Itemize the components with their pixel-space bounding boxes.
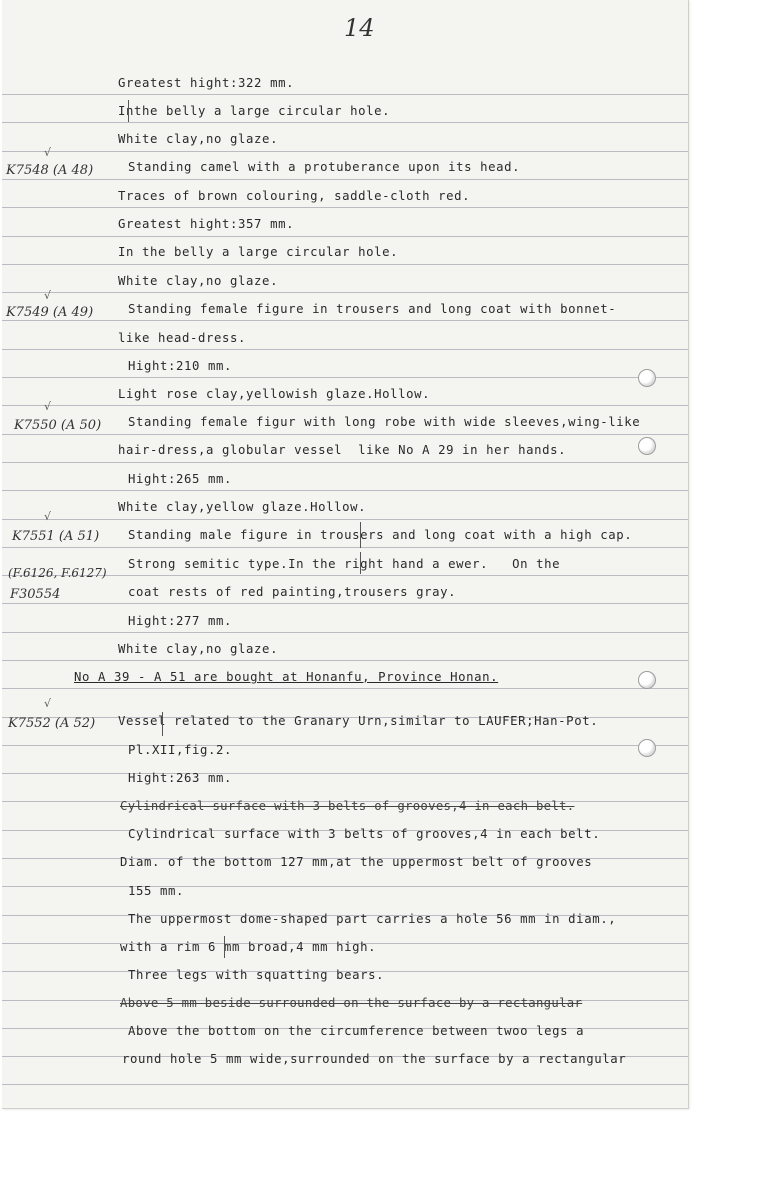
punch-hole: [638, 437, 656, 455]
pen-stroke: [360, 552, 361, 574]
checkmark: √: [44, 400, 52, 413]
text-line: Hight:277 mm.: [128, 614, 233, 628]
ruled-line: [2, 490, 688, 491]
ruled-line: [2, 773, 688, 774]
text-line: The uppermost dome-shaped part carries a hole 56 mm in diam.,: [128, 912, 617, 926]
ruled-line: [2, 603, 688, 604]
text-line: Vessel related to the Granary Urn,similar to LAUFER;Han-Pot.: [118, 714, 599, 728]
text-line: Standing male figure in trousers and long coat with a high cap.: [128, 528, 633, 542]
text-line: White clay,yellow glaze.Hollow.: [118, 500, 367, 514]
text-line: Hight:263 mm.: [128, 771, 233, 785]
ruled-line: [2, 886, 688, 887]
text-line: Three legs with squatting bears.: [128, 968, 385, 982]
text-line: Greatest hight:357 mm.: [118, 217, 295, 231]
ruled-line: [2, 94, 688, 95]
margin-catalogue-number: K7548 (A 48): [6, 163, 94, 178]
margin-catalogue-number: K7549 (A 49): [6, 305, 94, 320]
text-line: Standing camel with a protuberance upon its head.: [128, 160, 521, 174]
checkmark: √: [44, 146, 52, 159]
text-line: Inthe belly a large circular hole.: [118, 104, 391, 118]
ruled-line: [2, 377, 688, 378]
struck-line: Cylindrical surface with 3 belts of grooves,4 in each belt.: [120, 799, 575, 813]
text-line: Strong semitic type.In the right hand a ewer. On the: [128, 557, 561, 571]
ruled-line: [2, 462, 688, 463]
ruled-line: [2, 405, 688, 406]
margin-field-numbers: (F.6126, F.6127): [8, 566, 107, 580]
ruled-line: [2, 547, 688, 548]
ruled-line: [2, 745, 688, 746]
text-line: Diam. of the bottom 127 mm,at the uppermost belt of grooves: [120, 855, 593, 869]
page-number: 14: [344, 14, 375, 42]
text-line: Cylindrical surface with 3 belts of grooves,4 in each belt.: [128, 827, 601, 841]
ruled-line: [2, 320, 688, 321]
margin-field-number: F30554: [10, 587, 61, 602]
text-line: Traces of brown colouring, saddle-cloth red.: [118, 189, 471, 203]
punch-hole: [638, 671, 656, 689]
ruled-line: [2, 632, 688, 633]
text-line: with a rim 6 mm broad,4 mm high.: [120, 940, 377, 954]
text-line: White clay,no glaze.: [118, 274, 279, 288]
ruled-line: [2, 434, 688, 435]
pen-stroke: [162, 712, 163, 736]
text-line: Light rose clay,yellowish glaze.Hollow.: [118, 387, 431, 401]
text-line: White clay,no glaze.: [118, 642, 279, 656]
margin-catalogue-number: K7550 (A 50): [14, 418, 102, 433]
text-line: round hole 5 mm wide,surrounded on the surface by a rectangular: [122, 1052, 627, 1066]
ruled-line: [2, 236, 688, 237]
ruled-line: [2, 207, 688, 208]
punch-hole: [638, 739, 656, 757]
ruled-line: [2, 264, 688, 265]
text-line: like head-dress.: [118, 331, 247, 345]
ruled-line: [2, 519, 688, 520]
checkmark: √: [44, 697, 52, 710]
text-line: White clay,no glaze.: [118, 132, 279, 146]
text-line: Hight:265 mm.: [128, 472, 233, 486]
text-line: In the belly a large circular hole.: [118, 245, 399, 259]
ruled-line: [2, 292, 688, 293]
ruled-line: [2, 151, 688, 152]
checkmark: √: [44, 289, 52, 302]
text-line: Greatest hight:322 mm.: [118, 76, 295, 90]
pen-stroke: [224, 936, 225, 958]
pen-stroke: [128, 100, 129, 122]
text-line: Pl.XII,fig.2.: [128, 743, 233, 757]
text-line: Above the bottom on the circumference between twoo legs a: [128, 1024, 585, 1038]
ruled-line: [2, 349, 688, 350]
margin-catalogue-number: K7551 (A 51): [12, 529, 100, 544]
margin-catalogue-number: K7552 (A 52): [8, 716, 96, 731]
checkmark: √: [44, 510, 52, 523]
text-line: Standing female figur with long robe with wide sleeves,wing-like: [128, 415, 641, 429]
document-page: [2, 0, 689, 1109]
text-line: Hight:210 mm.: [128, 359, 233, 373]
pen-stroke: [360, 522, 361, 548]
text-line: coat rests of red painting,trousers gray.: [128, 585, 457, 599]
text-line: Standing female figure in trousers and long coat with bonnet-: [128, 302, 617, 316]
text-line: hair-dress,a globular vessel like No A 29 in her hands.: [118, 443, 567, 457]
ruled-line: [2, 1084, 688, 1085]
ruled-line: [2, 179, 688, 180]
text-line: 155 mm.: [128, 884, 185, 898]
ruled-line: [2, 660, 688, 661]
ruled-line: [2, 122, 688, 123]
punch-hole: [638, 369, 656, 387]
ruled-line: [2, 688, 688, 689]
struck-line: Above 5 mm beside surrounded on the surface by a rectangular: [120, 996, 583, 1010]
purchase-note: No A 39 - A 51 are bought at Honanfu, Province Honan.: [74, 670, 499, 684]
